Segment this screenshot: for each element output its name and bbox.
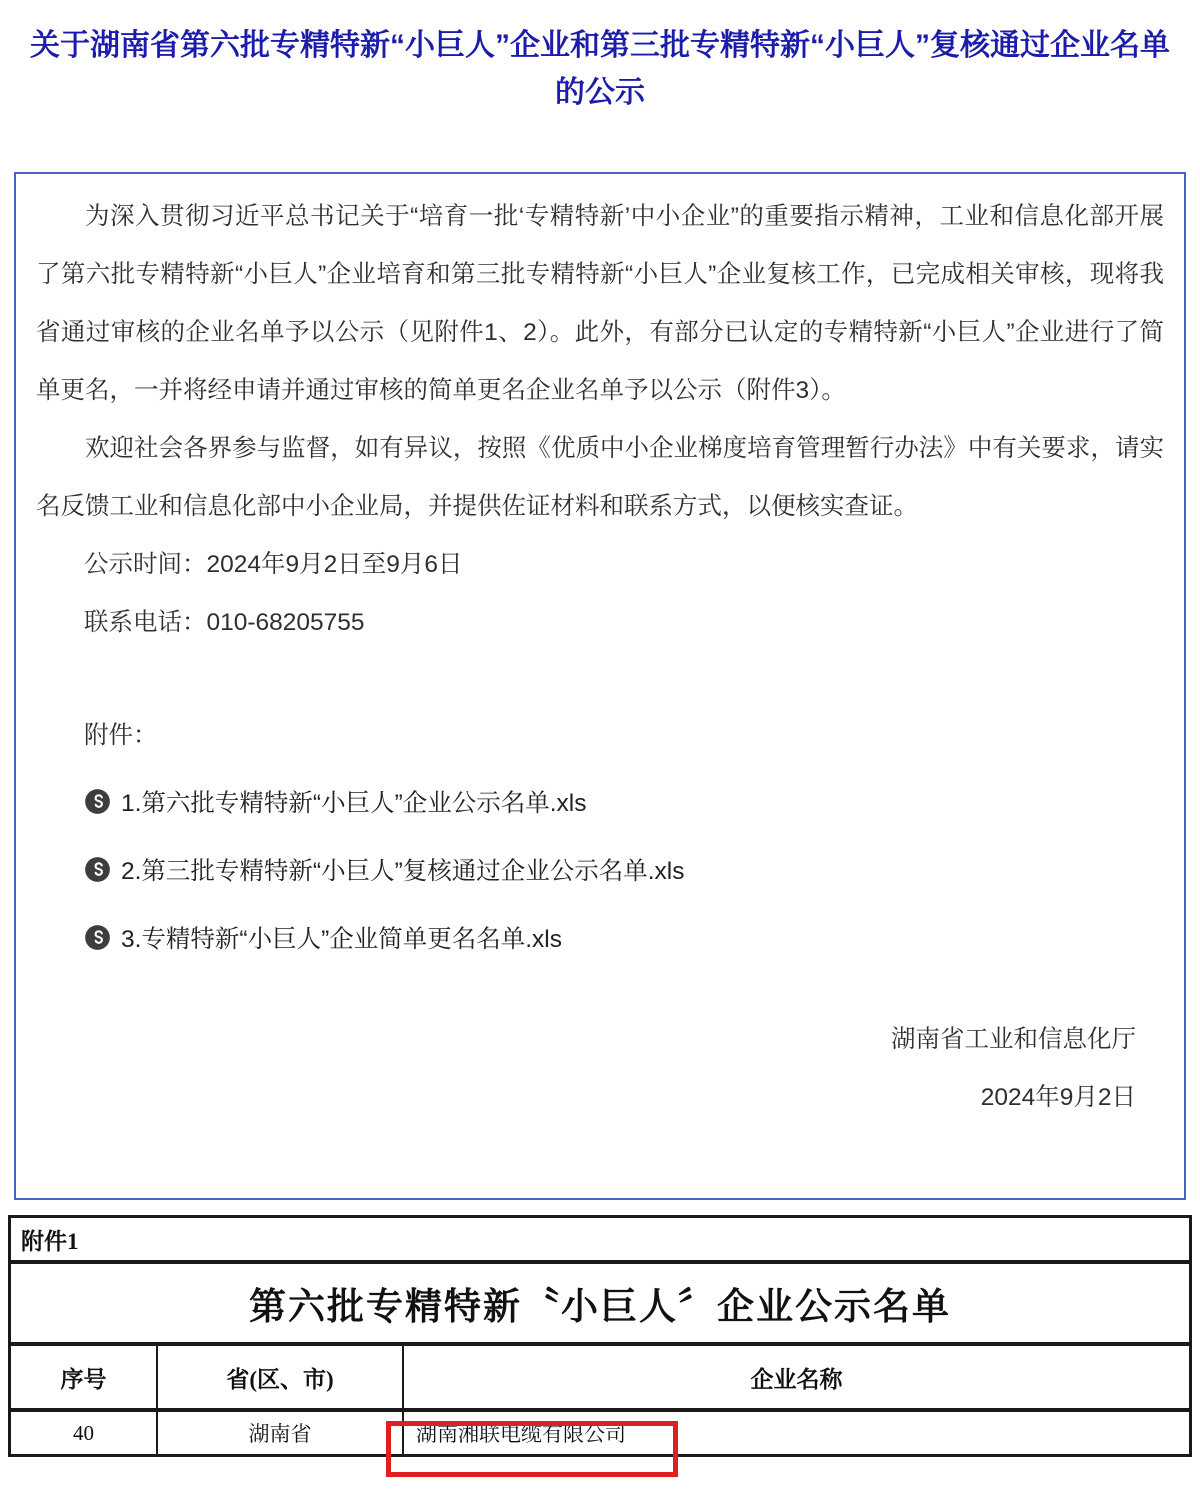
attachment-link-icon (84, 856, 111, 883)
publish-time-line: 公示时间：2024年9月2日至9月6日 (84, 551, 463, 578)
paragraph-intro: 为深入贯彻习近平总书记关于“培育一批‘专精特新’中小企业”的重要指示精神，工业和信息化部开展了第六批专精特新“小巨人”企业培育和第三批专精特新“小巨人”企业复核工作，已完成相关审核，现将我省通过审核的企业名单予以公示（见附件1、2）。此外，有部分已认定的专精特新“小巨人”企业进行了简单更名，一并将经申请并通过审核的简单更名企业名单予以公示（附件3）。 (36, 203, 1164, 404)
attachment-list (36, 767, 1164, 971)
attachments-label: 附件： (84, 722, 158, 749)
attachment-link-icon (84, 788, 111, 815)
notice-box (14, 172, 1186, 1200)
header-seq: 序号 (11, 1346, 158, 1408)
signature-date: 2024年9月2日 (980, 1084, 1136, 1111)
cell-seq: 40 (11, 1412, 158, 1454)
paragraph-supervision: 欢迎社会各界参与监督，如有异议，按照《优质中小企业梯度培育管理暂行办法》中有关要求，请实名反馈工业和信息化部中小企业局，并提供佐证材料和联系方式，以便核实查证。 (36, 435, 1164, 520)
attachment-link-1[interactable] (36, 767, 1164, 835)
attachment-link-2[interactable] (36, 835, 1164, 903)
attachment-link-label[interactable]: 3.专精特新“小巨人”企业简单更名名单.xls (121, 925, 562, 953)
table-row (11, 1412, 1189, 1454)
page-title: 关于湖南省第六批专精特新“小巨人”企业和第三批专精特新“小巨人”复核通过企业名单的公示 (30, 29, 1170, 109)
attachment-link-icon (84, 924, 111, 951)
cell-province: 湖南省 (158, 1412, 404, 1454)
contact-phone-line: 联系电话：010-68205755 (84, 609, 365, 636)
table-header-row (11, 1346, 1189, 1408)
header-province: 省(区、市) (158, 1346, 404, 1408)
annex-table (8, 1215, 1192, 1457)
annex-caption: 附件1 (21, 1228, 79, 1254)
attachment-link-label[interactable]: 2.第三批专精特新“小巨人”复核通过企业公示名单.xls (121, 857, 685, 885)
header-company: 企业名称 (750, 1366, 843, 1392)
signature-org: 湖南省工业和信息化厅 (891, 1026, 1136, 1053)
attachment-link-label[interactable]: 1.第六批专精特新“小巨人”企业公示名单.xls (121, 789, 587, 817)
annex-title: 第六批专精特新〝小巨人〞企业公示名单 (249, 1287, 951, 1328)
attachment-link-3[interactable] (36, 903, 1164, 971)
cell-company: 湖南湘联电缆有限公司 (416, 1422, 626, 1446)
